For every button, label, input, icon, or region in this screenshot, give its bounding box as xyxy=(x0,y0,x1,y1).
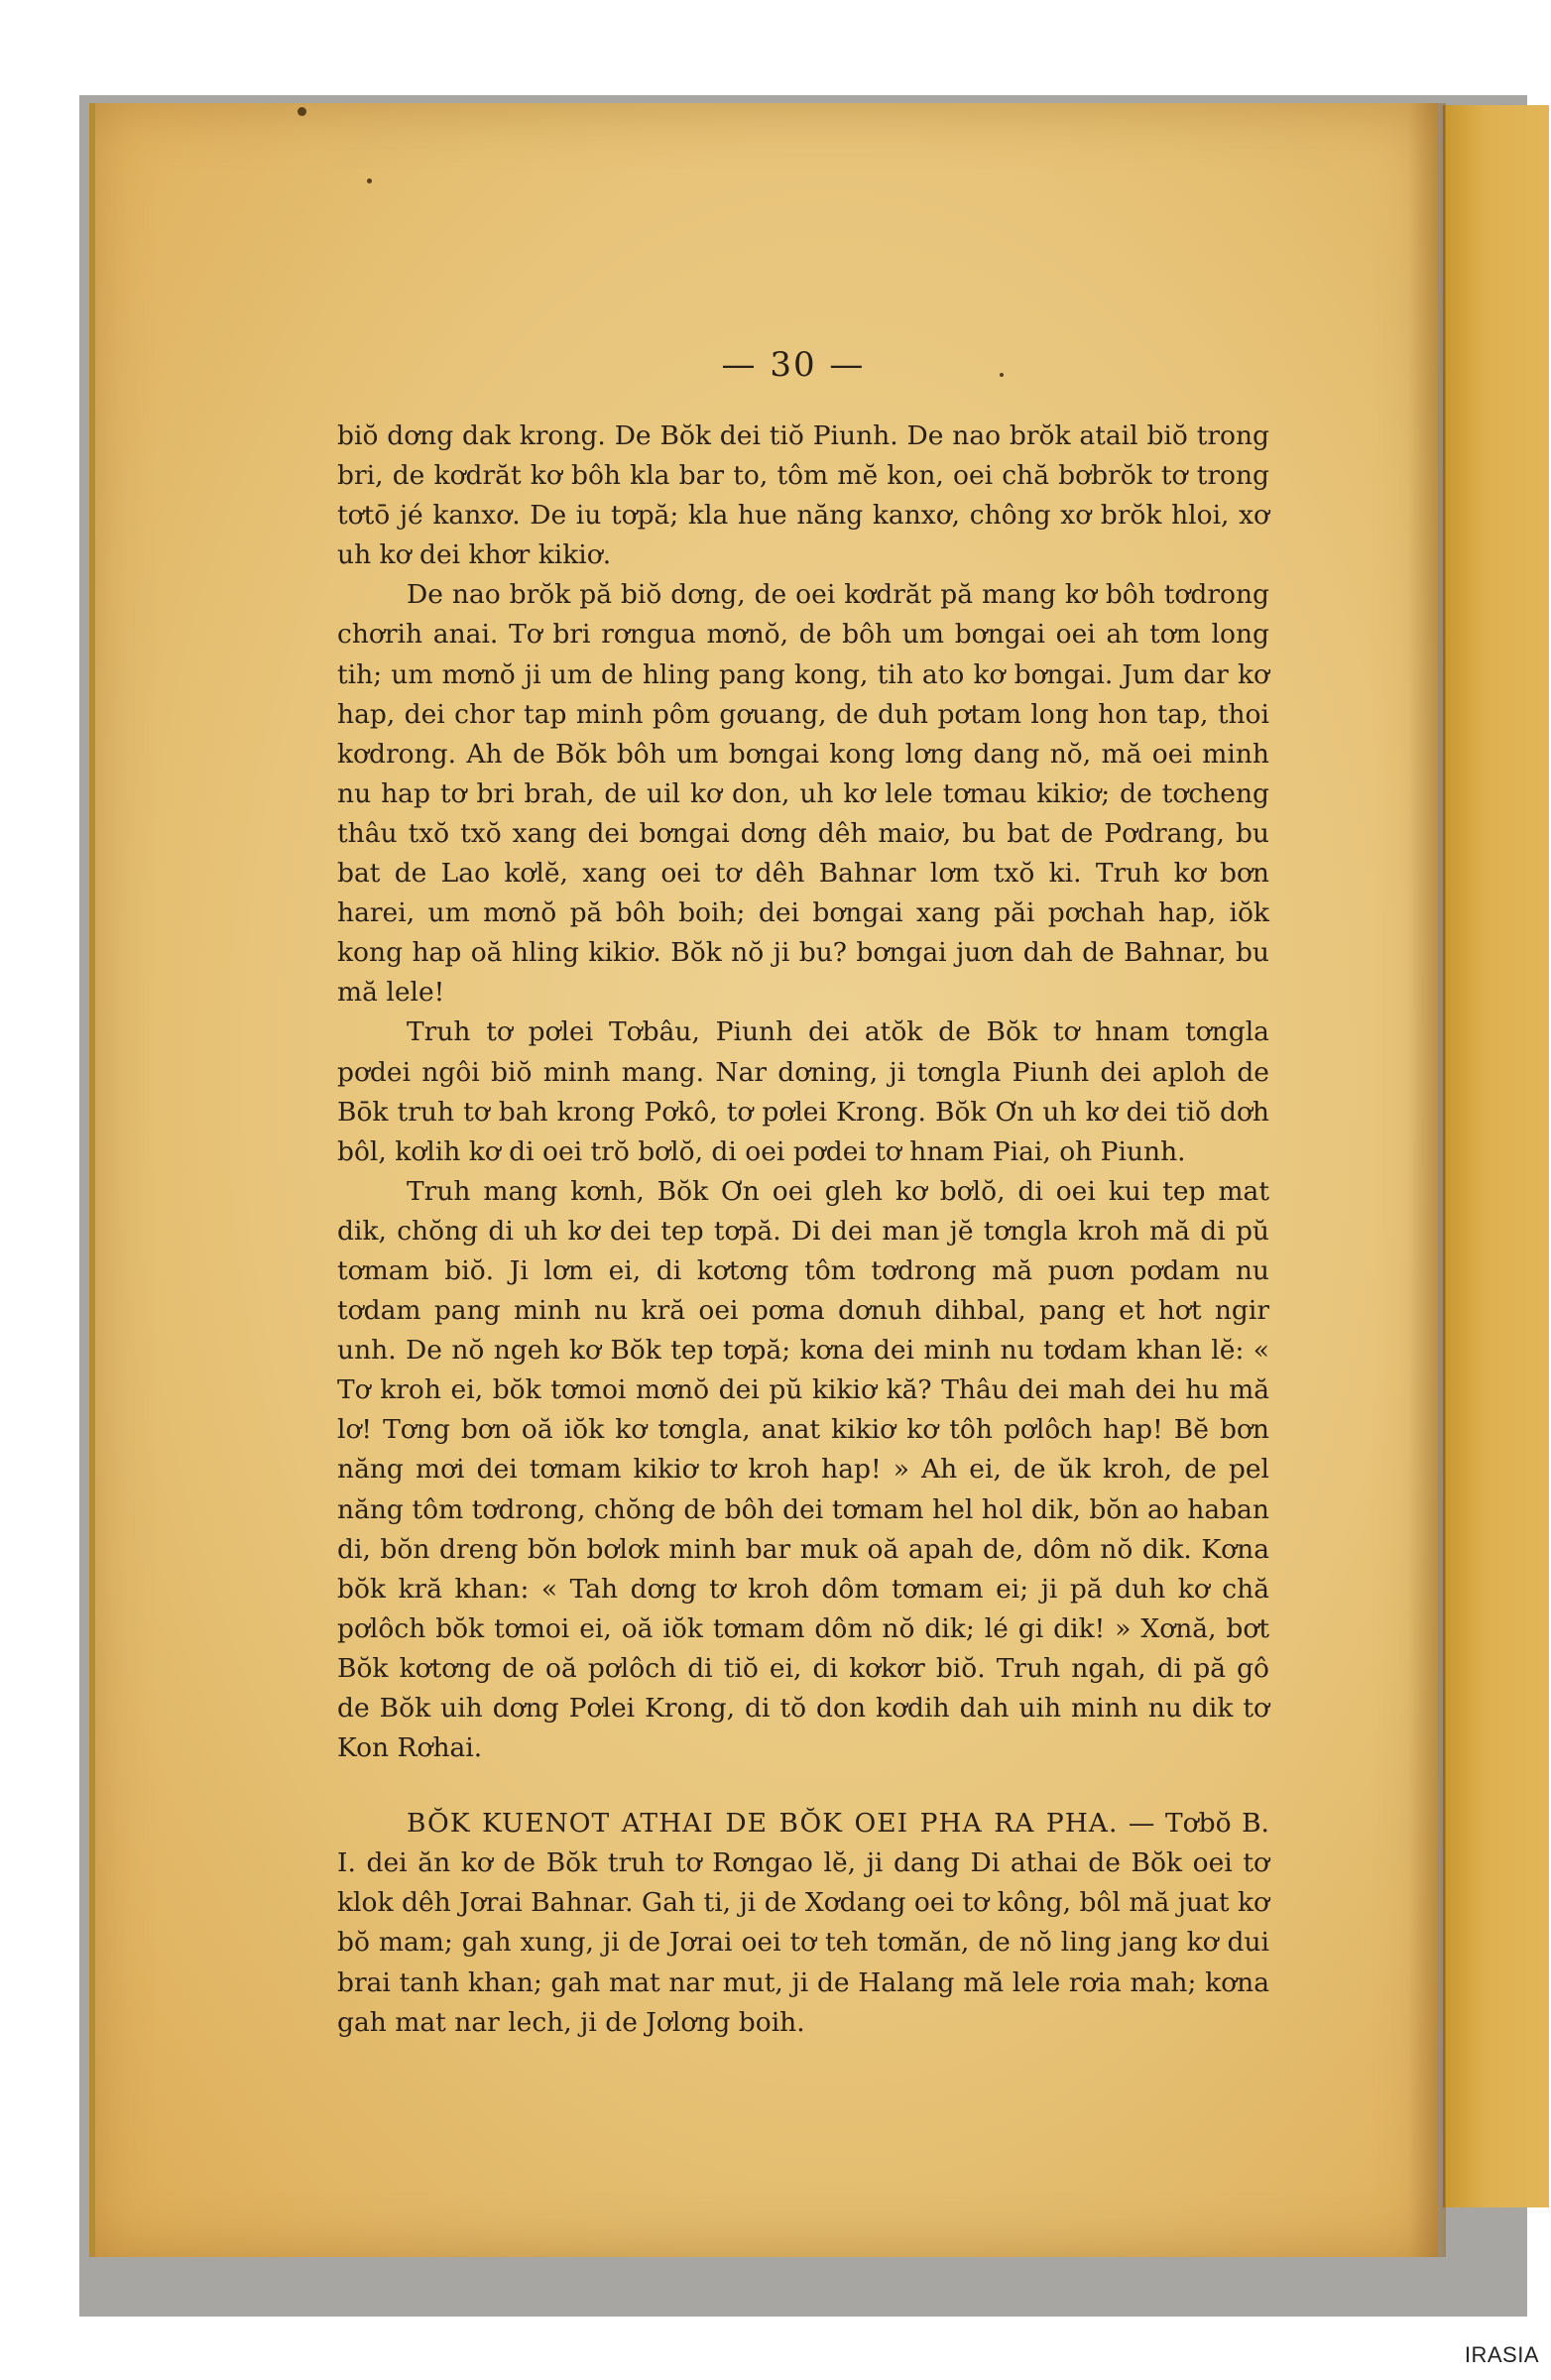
adjacent-page-edge xyxy=(1443,105,1549,2207)
section-paragraph xyxy=(337,1804,1269,2043)
page-number: — 30 — xyxy=(721,345,866,385)
paragraph-3: Truh tơ pơlei Tơbâu, Piunh dei atŏk de Bŏk tơ hnam tơngla pơdei ngôi biŏ minh mang. Nar dơning, ji tơngla Piunh dei aploh de Bōk truh tơ bah krong Pơkô, tơ pơlei Krong. Bŏk Ơn uh kơ dei tiŏ dơh bôl, kơlih kơ di oei trŏ bơlŏ, di oei pơdei tơ hnam Piai, oh Piunh. xyxy=(337,1016,1269,1167)
paragraph-4: Truh mang kơnh, Bŏk Ơn oei gleh kơ bơlŏ, di oei kui tep mat dik, chŏng di uh kơ dei tep tơpă. Di dei man jĕ tơngla kroh mă di pŭ tơmam biŏ. Ji lơm ei, di kơtơng tôm tơdrong mă puơn pơdam nu tơdam pang minh nu kră oei pơma dơnuh dihbal, pang et hơt ngir unh. De nŏ ngeh kơ Bŏk tep tơpă; kơna dei minh nu tơdam khan lĕ: « Tơ kroh ei, bŏk tơmoi mơnŏ dei pŭ kikiơ kă? Thâu dei mah dei hu mă lơ! Tơng bơn oă iŏk kơ tơngla, anat kikiơ kơ tôh pơlôch hap! Bĕ bơn năng mơi dei tơmam kikiơ tơ kroh hap! » Ah ei, de ŭk kroh, de pel năng tôm tơdrong, chŏng de bôh dei tơmam hel hol dik, bŏn ao haban di, bŏn dreng bŏn bơlơk minh bar muk oă apah de, dôm nŏ dik. Kơna bŏk kră khan: « Tah dơng tơ kroh dôm tơmam ei; ji pă duh kơ chă pơlôch bŏk tơmoi ei, oă iŏk tơmam dôm nŏ dik; lé gi dik! » Xơnă, bơt Bŏk kơtơng de oă pơlôch di tiŏ ei, di kơkơr biŏ. Truh ngah, di pă gô de Bŏk uih dơng Pơlei Krong, di tŏ don kơdih dah uih minh nu dik tơ Kon Rơhai. xyxy=(337,1175,1269,1764)
page-left-edge xyxy=(89,103,95,2257)
page-fold-shadow xyxy=(1408,103,1446,2257)
body-text xyxy=(337,416,1269,2043)
watermark: IRASIA xyxy=(1464,2342,1539,2367)
section-dash: — xyxy=(1118,1808,1165,1840)
paper-speck xyxy=(1000,373,1004,377)
section-heading: BŎK KUENOT ATHAI DE BŎK OEI PHA RA PHA. xyxy=(407,1808,1119,1840)
section-gap xyxy=(337,1768,1269,1804)
paper-speck xyxy=(298,107,306,116)
section-text: Tơbŏ B. I. dei ăn kơ de Bŏk truh tơ Rơngao lĕ, ji dang Di athai de Bŏk oei tơ klok dêh Jơrai Bahnar. Gah ti, ji de Xơdang oei tơ kông, bôl mă juat kơ bŏ mam; gah xung, ji de Jơrai oei tơ teh tơmăn, de nŏ ling jang kơ dui brai tanh khan; gah mat nar mut, ji de Halang mă lele rơia mah; kơna gah mat nar lech, ji de Jơlơng boih. xyxy=(337,1808,1269,2038)
paragraph-2: De nao brŏk pă biŏ dơng, de oei kơdrăt pă mang kơ bôh tơdrong chơrih anai. Tơ bri rơngua mơnŏ, de bôh um bơngai oei ah tơm long tih; um mơnŏ ji um de hling pang kong, tih ato kơ bơngai. Jum dar kơ hap, dei chor tap minh pôm gơuang, de duh pơtam long hon tap, thoi kơdrong. Ah de Bŏk bôh um bơngai kong lơng dang nŏ, mă oei minh nu hap tơ bri brah, de uil kơ don, uh kơ lele tơmau kikiơ; de tơcheng thâu txŏ txŏ xang dei bơngai dơng dêh maiơ, bu bat de Pơdrang, bu bat de Lao kơlĕ, xang oei tơ dêh Bahnar lơm txŏ ki. Truh kơ bơn harei, um mơnŏ pă bôh boih; dei bơngai xang păi pơchah hap, iŏk kong hap oă hling kikiơ. Bŏk nŏ ji bu? bơngai juơn dah de Bahnar, bu mă lele! xyxy=(337,579,1269,1009)
paper-speck xyxy=(367,178,372,183)
paragraph-1: biŏ dơng dak krong. De Bŏk dei tiŏ Piunh. De nao brŏk atail biŏ trong bri, de kơdrăt kơ bôh kla bar to, tôm mĕ kon, oei chă bơbrŏk tơ trong tơtō jé kanxơ. De iu tơpă; kla hue năng kanxơ, chông xơ brŏk hloi, xơ uh kơ dei khơr kikiơ. xyxy=(337,420,1269,571)
